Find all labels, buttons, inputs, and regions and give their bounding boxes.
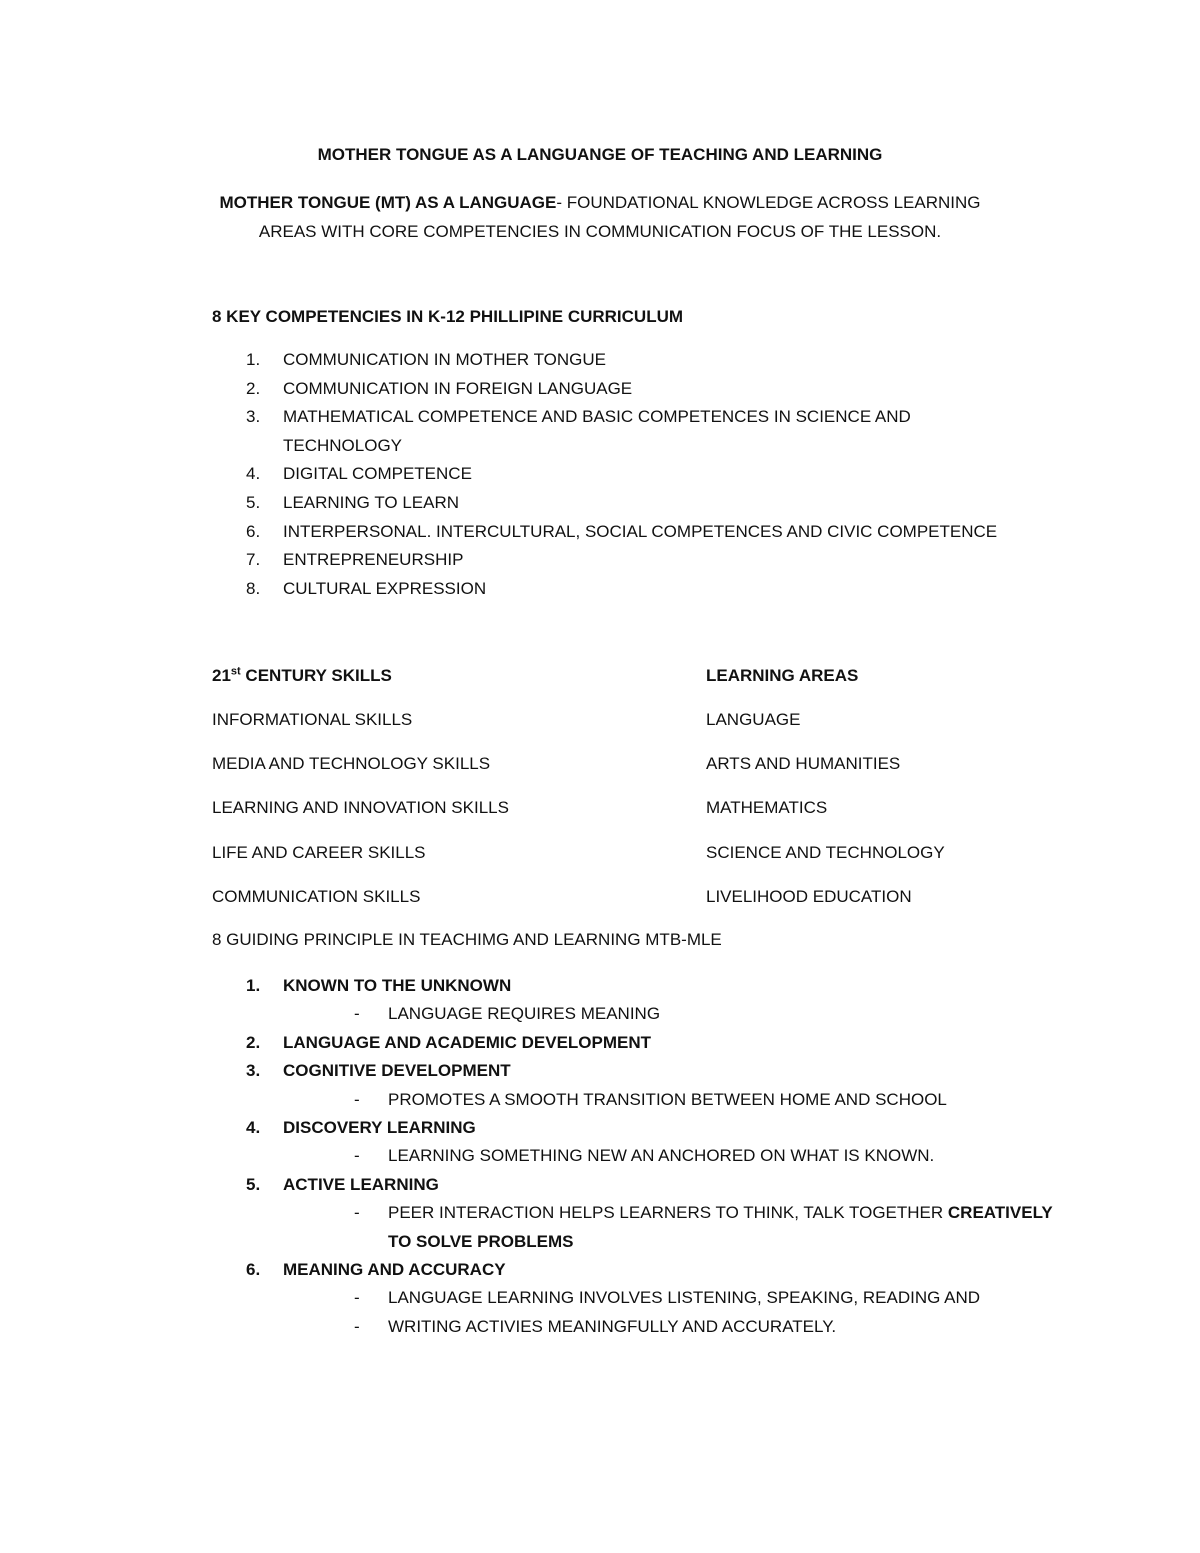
list-subitem: - LANGUAGE LEARNING INVOLVES LISTENING, SPEAKING, READING AND <box>354 1288 981 1308</box>
list-item: 6. INTERPERSONAL. INTERCULTURAL, SOCIAL COMPETENCES AND CIVIC COMPETENCE <box>246 521 998 541</box>
document-title: MOTHER TONGUE AS A LANGUANGE OF TEACHING AND LEARNING <box>317 145 883 164</box>
intro-paragraph <box>200 188 1000 246</box>
learning-area-item: LIVELIHOOD EDUCATION <box>706 887 912 906</box>
list-subitem: - LEARNING SOMETHING NEW AN ANCHORED ON WHAT IS KNOWN. <box>354 1146 935 1166</box>
list-item: 4. DIGITAL COMPETENCE <box>246 464 472 484</box>
skill-item: LIFE AND CAREER SKILLS <box>212 843 426 862</box>
intro-line2: AREAS WITH CORE COMPETENCIES IN COMMUNICATION FOCUS OF THE LESSON. <box>258 222 942 241</box>
list-item: 6. MEANING AND ACCURACY <box>246 1260 506 1280</box>
learning-area-item: MATHEMATICS <box>706 798 828 817</box>
principles-list <box>212 972 1092 1341</box>
list-item: 2. COMMUNICATION IN FOREIGN LANGUAGE <box>246 378 633 398</box>
intro-rest-line1: - FOUNDATIONAL KNOWLEDGE ACROSS LEARNING <box>556 193 981 212</box>
list-item: 1. COMMUNICATION IN MOTHER TONGUE <box>246 350 606 369</box>
list-item: 4. DISCOVERY LEARNING <box>246 1118 476 1138</box>
list-item: 2. LANGUAGE AND ACADEMIC DEVELOPMENT <box>246 1032 652 1052</box>
list-subitem: - PEER INTERACTION HELPS LEARNERS TO THINK, TALK TOGETHER CREATIVELY TO SOLVE PROBLEMS <box>354 1203 1053 1251</box>
list-subitem: - PROMOTES A SMOOTH TRANSITION BETWEEN HOME AND SCHOOL <box>354 1089 947 1109</box>
learning-area-item: SCIENCE AND TECHNOLOGY <box>706 843 945 862</box>
list-subitem: - LANGUAGE REQUIRES MEANING <box>354 1004 661 1024</box>
skill-item: MEDIA AND TECHNOLOGY SKILLS <box>212 754 491 773</box>
list-item: 5. LEARNING TO LEARN <box>246 492 460 512</box>
list-item: 7. ENTREPRENEURSHIP <box>246 550 464 570</box>
principles-heading: 8 GUIDING PRINCIPLE IN TEACHIMG AND LEARNING MTB-MLE <box>212 930 722 949</box>
skill-item: INFORMATIONAL SKILLS <box>212 710 413 729</box>
competencies-heading: 8 KEY COMPETENCIES IN K-12 PHILLIPINE CURRICULUM <box>212 307 684 326</box>
learning-areas-heading: LEARNING AREAS <box>706 666 859 685</box>
list-subitem: - WRITING ACTIVIES MEANINGFULLY AND ACCURATELY. <box>354 1316 837 1336</box>
learning-area-item: ARTS AND HUMANITIES <box>706 754 901 773</box>
skill-item: LEARNING AND INNOVATION SKILLS <box>212 798 509 817</box>
competencies-list <box>212 346 1072 603</box>
list-item: 3. MATHEMATICAL COMPETENCE AND BASIC COMPETENCES IN SCIENCE AND TECHNOLOGY <box>246 407 911 455</box>
skills-heading: 21st CENTURY SKILLS <box>212 665 392 685</box>
learning-area-item: LANGUAGE <box>706 710 801 729</box>
list-item: 5. ACTIVE LEARNING <box>246 1174 439 1194</box>
list-item: 3. COGNITIVE DEVELOPMENT <box>246 1061 511 1081</box>
list-item: 1. KNOWN TO THE UNKNOWN <box>246 976 512 995</box>
skill-item: COMMUNICATION SKILLS <box>212 887 421 906</box>
intro-bold-term: MOTHER TONGUE (MT) AS A LANGUAGE <box>219 193 557 212</box>
list-item: 8. CULTURAL EXPRESSION <box>246 578 487 598</box>
